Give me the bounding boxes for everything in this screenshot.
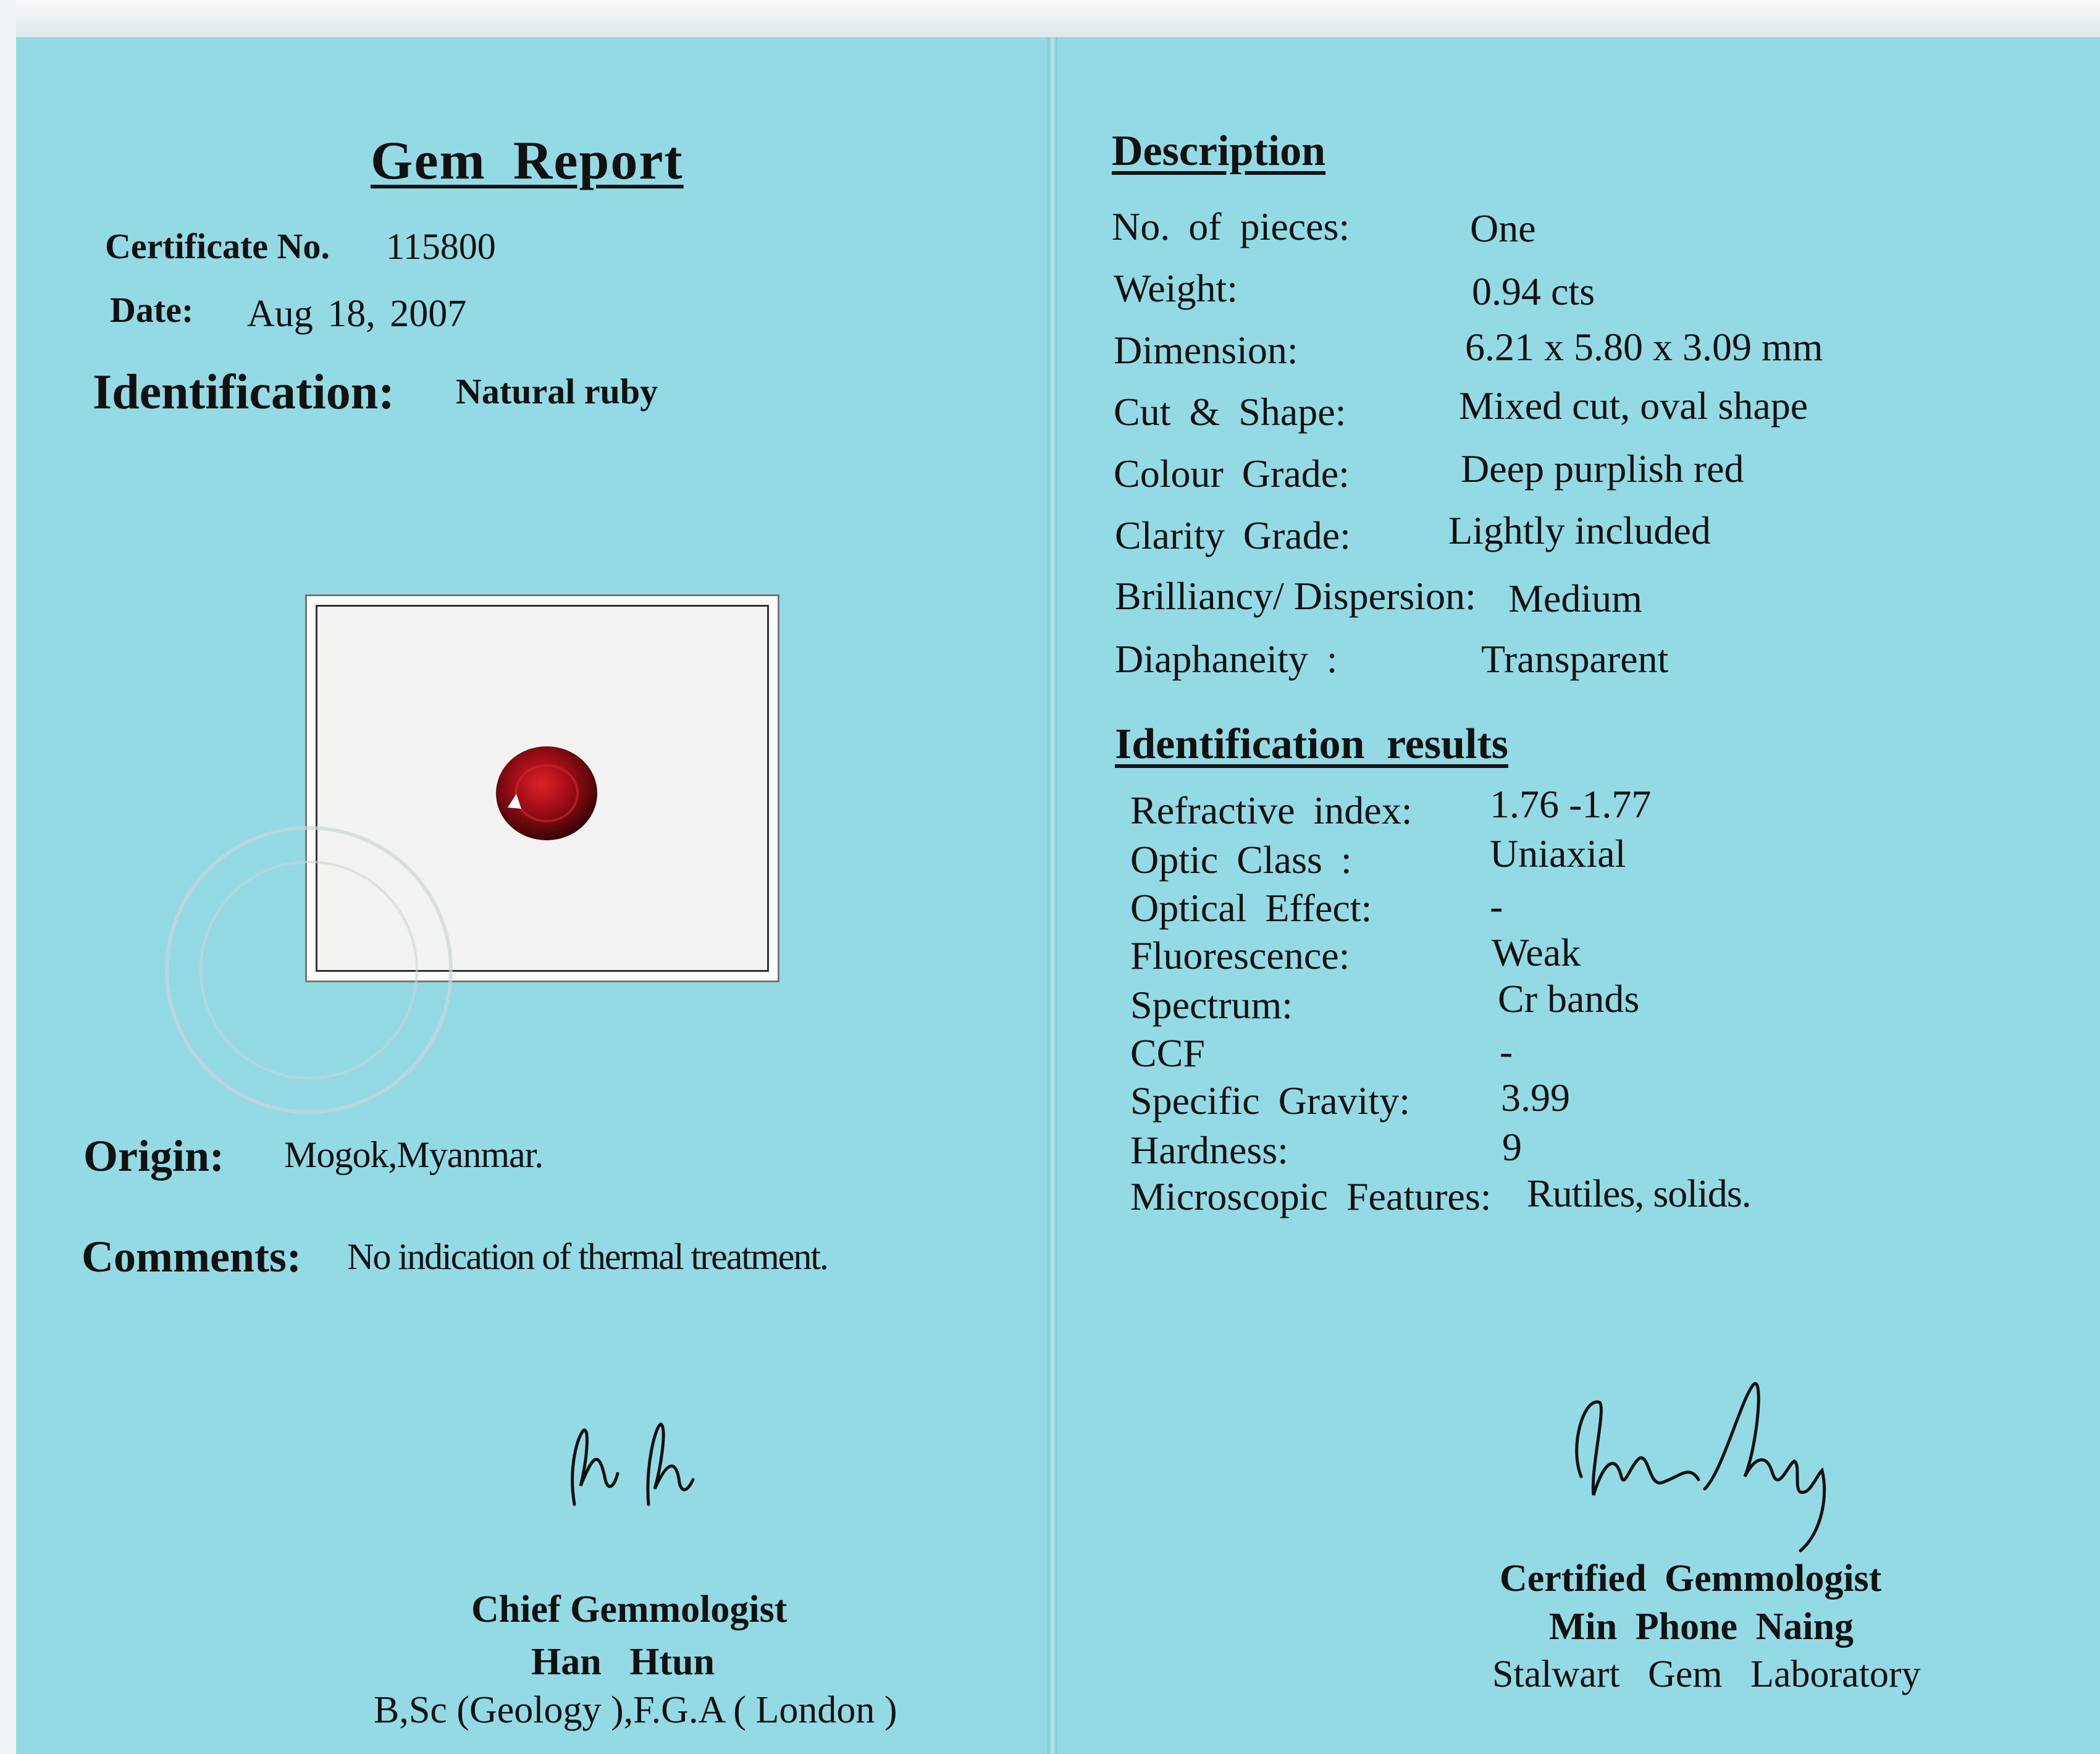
result-value: - (1490, 884, 1503, 928)
desc-label: Clarity Grade: (1115, 513, 1351, 557)
chief-signature (556, 1412, 698, 1517)
center-fold (1048, 37, 1057, 1754)
result-label: Microscopic Features: (1130, 1174, 1492, 1218)
desc-value: 6.21 x 5.80 x 3.09 mm (1465, 325, 1823, 369)
result-label: Hardness: (1130, 1128, 1288, 1172)
chief-title: Chief Gemmologist (471, 1588, 788, 1630)
embossed-seal (154, 816, 463, 1124)
report-title: Gem Report (371, 131, 684, 191)
result-value: Weak (1492, 930, 1581, 974)
desc-value: Deep purplish red (1461, 447, 1744, 491)
result-value: 3.99 (1501, 1076, 1570, 1119)
certificate-number: 115800 (386, 226, 496, 267)
ruby-gemstone-image (494, 744, 599, 842)
chief-qualification: B,Sc (Geology ),F.G.A ( London ) (374, 1689, 897, 1731)
origin-label: Origin: (83, 1131, 224, 1181)
comments-value: No indication of thermal treatment. (347, 1236, 828, 1277)
result-label: Optical Effect: (1130, 886, 1372, 930)
gemmologist-title: Certified Gemmologist (1500, 1558, 1882, 1600)
left-edge (0, 0, 16, 1754)
date-label: Date: (110, 290, 194, 330)
origin-value: Mogok,Myanmar. (284, 1134, 544, 1175)
identification-results-heading: Identification results (1115, 720, 1508, 768)
certificate-label: Certificate No. (105, 226, 330, 266)
desc-label: Diaphaneity : (1115, 637, 1338, 681)
identification-value: Natural ruby (456, 371, 658, 411)
result-label: Fluorescence: (1130, 934, 1350, 977)
result-label: Specific Gravity: (1130, 1079, 1410, 1123)
result-label: CCF (1130, 1031, 1205, 1075)
gemmologist-signature (1556, 1372, 1853, 1557)
comments-label: Comments: (82, 1232, 301, 1281)
desc-label: Brilliancy/ Dispersion: (1115, 574, 1476, 618)
desc-value: Mixed cut, oval shape (1459, 384, 1808, 428)
chief-name: Han Htun (531, 1641, 715, 1683)
desc-label: Cut & Shape: (1114, 390, 1346, 434)
desc-label: Dimension: (1114, 328, 1298, 372)
description-heading: Description (1112, 127, 1326, 175)
result-label: Refractive index: (1130, 788, 1413, 832)
laboratory-name: Stalwart Gem Laboratory (1492, 1653, 1921, 1695)
result-value: Uniaxial (1490, 832, 1626, 875)
top-edge (0, 0, 2100, 37)
desc-label: No. of pieces: (1112, 204, 1350, 248)
result-value: - (1500, 1029, 1513, 1073)
date-value: Aug 18, 2007 (247, 293, 467, 335)
desc-label: Colour Grade: (1114, 452, 1350, 495)
desc-label: Weight: (1114, 266, 1238, 310)
desc-value: Medium (1508, 576, 1642, 620)
result-value: Rutiles, solids. (1527, 1171, 1751, 1215)
result-value: 9 (1502, 1125, 1522, 1169)
result-value: 1.76 -1.77 (1490, 782, 1652, 826)
desc-value: Lightly included (1448, 508, 1711, 552)
identification-label: Identification: (93, 365, 395, 420)
result-label: Spectrum: (1130, 983, 1293, 1027)
desc-value: 0.94 cts (1472, 269, 1595, 313)
result-value: Cr bands (1498, 977, 1640, 1021)
desc-value: Transparent (1481, 637, 1669, 681)
desc-value: One (1470, 206, 1536, 250)
gemmologist-name: Min Phone Naing (1549, 1606, 1854, 1648)
result-label: Optic Class : (1130, 838, 1352, 882)
